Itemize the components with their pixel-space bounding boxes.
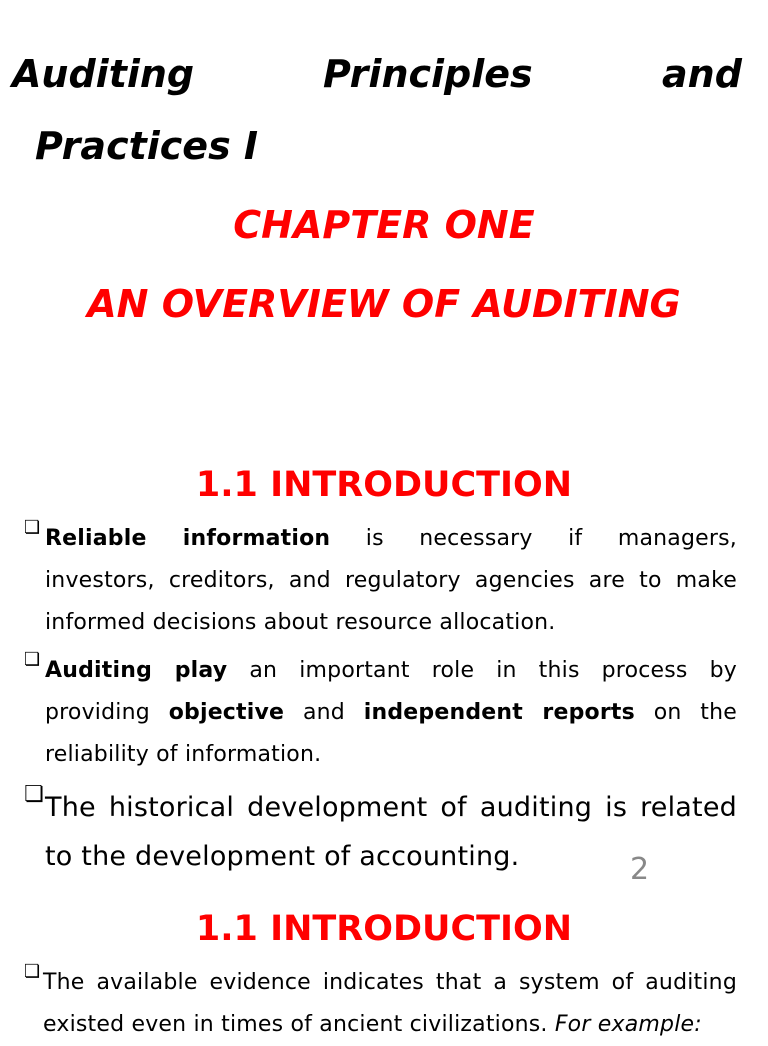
- chapter-heading: CHAPTER ONE: [233, 203, 535, 247]
- title-line-2: Practices I: [35, 124, 259, 168]
- hollow-square-bullet-icon: ❏: [24, 961, 41, 982]
- hollow-square-bullet-icon: ❏: [24, 649, 41, 670]
- page-number: 2: [630, 852, 650, 887]
- bullet-ancient-civilizations: [24, 962, 737, 1046]
- bold-term: independent reports: [363, 700, 635, 725]
- text-line: The historical development of auditing is related: [45, 792, 737, 823]
- text-fragment: providing: [45, 700, 169, 725]
- bullet-auditing-play: [24, 650, 737, 776]
- text-fragment: an important role in this process by: [227, 658, 737, 683]
- text-line: investors, creditors, and regulatory agencies are to make: [45, 568, 737, 593]
- text-line: reliability of information.: [45, 742, 322, 767]
- title-word-principles: Principles: [323, 52, 533, 96]
- title-word-and: and: [662, 52, 742, 96]
- text-line: The available evidence indicates that a system of auditing: [43, 970, 737, 995]
- text-fragment: and: [284, 700, 364, 725]
- text-fragment: existed even in times of ancient civilizations.: [43, 1012, 555, 1037]
- section-heading: 1.1 INTRODUCTION: [195, 909, 573, 949]
- text-fragment: on the: [634, 700, 737, 725]
- bullet-text: [45, 650, 737, 776]
- section-heading: 1.1 INTRODUCTION: [195, 465, 573, 505]
- text-fragment: is necessary if managers,: [330, 526, 737, 551]
- bullet-text: [45, 518, 737, 644]
- bullet-text: [43, 962, 737, 1046]
- title-word-auditing: Auditing: [12, 52, 195, 96]
- chapter-subtitle: AN OVERVIEW OF AUDITING: [87, 282, 681, 326]
- bold-term: objective: [168, 700, 285, 725]
- bullet-reliable-information: [24, 518, 737, 644]
- hollow-square-bullet-icon: ❏: [24, 782, 44, 807]
- bold-term: Reliable information: [45, 526, 331, 551]
- italic-fragment: For example:: [554, 1012, 702, 1037]
- text-line: informed decisions about resource allocation.: [45, 610, 556, 635]
- hollow-square-bullet-icon: ❏: [24, 517, 41, 538]
- bold-term: Auditing play: [45, 658, 228, 683]
- text-line: to the development of accounting.: [45, 841, 520, 872]
